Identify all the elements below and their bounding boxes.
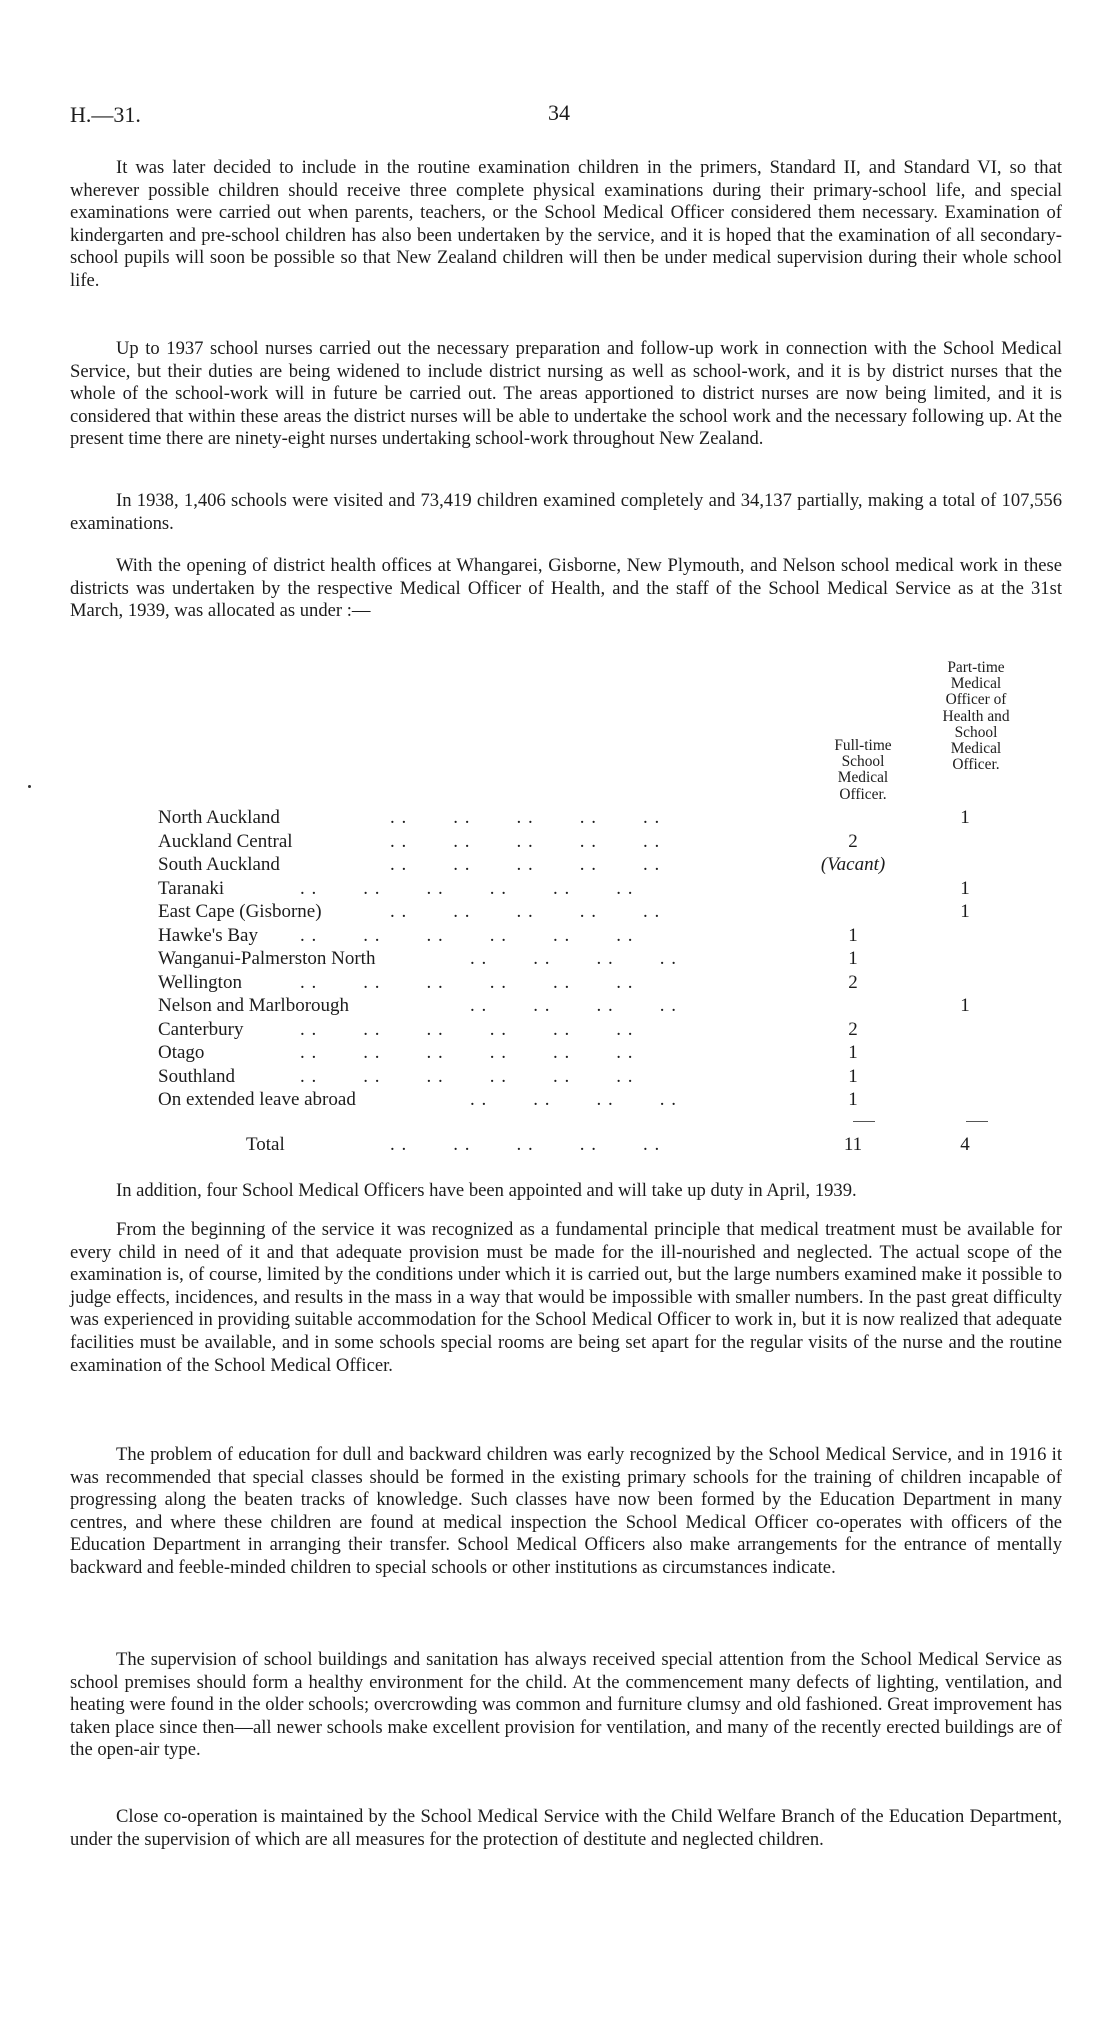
table-row <box>158 947 1038 971</box>
column-header-full-time: Full-time School Medical Officer. <box>834 737 892 803</box>
leader-dots: . . . . . . . . . . <box>390 807 661 828</box>
paragraph-routine-examination: It was later decided to include in the routine examination children in the primers, Standard II, and Standard VI, so that wherever possible children should receive three complete physical examinations during their primary-school life, and special examinations were carried out when parents, teachers, or the School Medical Officer considered them necessary. Examination of kindergarten and pre-school children has also been undertaken by the service, and it is hoped that the examination of all secondary-school pupils will soon be possible so that New Zealand children will then be under medical supervision during their whole school life. <box>70 157 1062 291</box>
full-time-value: 2 <box>848 972 858 993</box>
full-time-value: 1 <box>848 1089 858 1110</box>
leader-dots: . . . . . . . . . . . . <box>300 1019 634 1040</box>
district-name: Taranaki <box>158 878 225 899</box>
paragraph-district-health-offices: With the opening of district health offices at Whangarei, Gisborne, New Plymouth, and Nelson school medical work in these districts was undertaken by the respective Medical Officer of Health, and the staff of the School Medical Service as at the 31st March, 1939, was allocated as under :— <box>70 555 1062 622</box>
table-row <box>158 924 1038 948</box>
district-name: Nelson and Marlborough <box>158 995 350 1016</box>
total-row <box>158 1133 1038 1157</box>
table-row <box>158 806 1038 830</box>
district-name: Southland <box>158 1066 236 1087</box>
paragraph-backward-children: The problem of education for dull and backward children was early recognized by the School Medical Service, and in 1916 it was recommended that special classes should be formed in the existing primary schools for the training of children incapable of progressing along the beaten tracks of knowledge. Such classes have now been formed by the Education Department in many centres, and where these children are found at medical inspection the School Medical Officer co-operates with officers of the Education Department in arranging their transfer. School Medical Officers also make arrangements for the entrance of mentally backward and feeble-minded children to special schools or other institutions as circumstances indicate. <box>70 1444 1062 1578</box>
leader-dots: . . . . . . . . . . . . <box>300 925 634 946</box>
full-time-value: 1 <box>848 925 858 946</box>
paragraph-child-welfare: Close co-operation is maintained by the School Medical Service with the Child Welfare Branch of the Education Department, under the supervision of which are all measures for the protection of destitute and neglected children. <box>70 1806 1062 1850</box>
part-time-value: 1 <box>960 878 970 899</box>
paragraph-medical-treatment: From the beginning of the service it was recognized as a fundamental principle that medical treatment must be available for every child in need of it and that adequate provision must be made for the ill-nourished and neglected. The actual scope of the examination is, of course, limited by the conditions under which it is carried out, but the large numbers examined make it possible to judge effects, incidences, and results in the mass in a way that would be impossible with smaller numbers. In the past great difficulty was experienced in providing suitable accommodation for the School Medical Officer to work in, but it is now realized that adequate facilities must be available, and in some schools special rooms are being set apart for the regular visits of the nurse and the routine examination of the School Medical Officer. <box>70 1219 1062 1376</box>
full-time-value: 2 <box>848 1019 858 1040</box>
leader-dots: . . . . . . . . . . <box>390 854 661 875</box>
table-row <box>158 830 1038 854</box>
district-name: Hawke's Bay <box>158 925 258 946</box>
total-label: Total <box>246 1134 285 1155</box>
table-row <box>158 1065 1038 1089</box>
table-row <box>158 1018 1038 1042</box>
table-row <box>158 1041 1038 1065</box>
leader-dots: . . . . . . . . <box>470 995 677 1016</box>
district-name: Auckland Central <box>158 831 293 852</box>
leader-dots: . . . . . . . . <box>470 1089 677 1110</box>
stray-mark <box>28 785 31 788</box>
full-time-value: (Vacant) <box>820 854 886 875</box>
column-header-part-time: Part-time Medical Officer of Health and School Medical Officer. <box>942 659 1010 774</box>
paragraph-additional-officers: In addition, four School Medical Officers have been appointed and will take up duty in April, 1939. <box>116 1180 857 1201</box>
subtotal-rule-full <box>853 1121 875 1122</box>
district-name: East Cape (Gisborne) <box>158 901 322 922</box>
table-row <box>158 994 1038 1018</box>
district-name: South Auckland <box>158 854 280 875</box>
total-full-time: 11 <box>843 1134 863 1155</box>
leader-dots: . . . . . . . . . . . . <box>300 878 634 899</box>
district-name: Wanganui-Palmerston North <box>158 948 376 969</box>
paragraph-1938-statistics: In 1938, 1,406 schools were visited and 73,419 children examined completely and 34,137 partially, making a total of 107,556 examinations. <box>70 490 1062 534</box>
table-row <box>158 853 1038 877</box>
leader-dots: . . . . . . . . . . . . <box>300 1042 634 1063</box>
full-time-value: 1 <box>848 1066 858 1087</box>
full-time-value: 1 <box>848 948 858 969</box>
leader-dots: . . . . . . . . . . <box>390 831 661 852</box>
table-row <box>158 971 1038 995</box>
leader-dots: . . . . . . . . . . <box>390 901 661 922</box>
district-name: Canterbury <box>158 1019 244 1040</box>
paragraph-school-nurses: Up to 1937 school nurses carried out the necessary preparation and follow-up work in connection with the School Medical Service, but their duties are being widened to include district nursing as well as school-work, and it is by district nurses that the whole of the school-work will in future be carried out. The areas apportioned to district nurses are now being limited, and it is considered that within these areas the district nurses will be able to undertake the school work and the necessary following up. At the present time there are ninety-eight nurses undertaking school-work throughout New Zealand. <box>70 338 1062 450</box>
leader-dots: . . . . . . . . . . . . <box>300 1066 634 1087</box>
subtotal-rule-part <box>966 1121 988 1122</box>
document-reference: H.—31. <box>70 102 141 127</box>
part-time-value: 1 <box>960 807 970 828</box>
total-part-time: 4 <box>960 1134 970 1155</box>
district-name: Otago <box>158 1042 205 1063</box>
table-row <box>158 1088 1038 1112</box>
leader-dots: . . . . . . . . . . <box>390 1134 661 1155</box>
part-time-value: 1 <box>960 995 970 1016</box>
district-name: North Auckland <box>158 807 280 828</box>
part-time-value: 1 <box>960 901 970 922</box>
table-row <box>158 877 1038 901</box>
district-name: Wellington <box>158 972 242 993</box>
district-name: On extended leave abroad <box>158 1089 356 1110</box>
table-row <box>158 900 1038 924</box>
full-time-value: 1 <box>848 1042 858 1063</box>
leader-dots: . . . . . . . . . . . . <box>300 972 634 993</box>
paragraph-school-buildings: The supervision of school buildings and sanitation has always received special attention from the School Medical Service as school premises should form a healthy environment for the child. At the commencement many defects of lighting, ventilation, and heating were found in the older schools; overcrowding was common and furniture clumsy and old fashioned. Great improvement has taken place since then—all newer schools make excellent provision for ventilation, and many of the recently erected buildings are of the open-air type. <box>70 1649 1062 1761</box>
page-number: 34 <box>548 100 570 125</box>
full-time-value: 2 <box>848 831 858 852</box>
leader-dots: . . . . . . . . <box>470 948 677 969</box>
